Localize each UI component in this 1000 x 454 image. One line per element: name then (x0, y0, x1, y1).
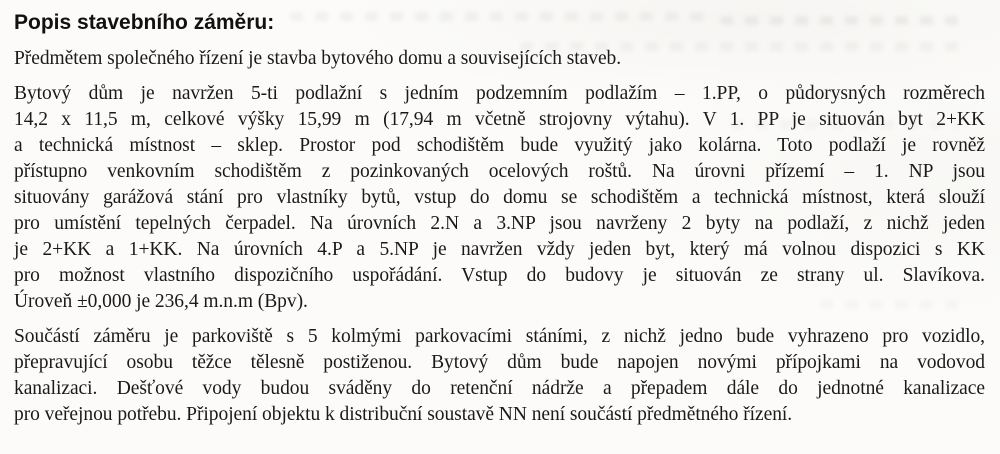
text-line: pro umístění tepelných čerpadel. Na úrovních 2.N a 3.NP jsou navrženy 2 byty na podlaží, z nichž jeden (14, 213, 985, 234)
text-line: a technická místnost – sklep. Prostor pod schodištěm bude využitý jako kolárna. Toto podlaží je rovněž (14, 135, 985, 156)
paragraph (14, 324, 985, 428)
text-line: pro veřejnou potřebu. Připojení objektu k distribuční soustavě NN není součástí předmětného řízení. (14, 404, 793, 425)
text-line: kanalizaci. Dešťové vody budou sváděny do retenční nádrže a přepadem dále do jednotné kanalizace (14, 378, 985, 399)
text-line: Předmětem společného řízení je stavba bytového domu a souvisejících staveb. (14, 48, 622, 69)
text-line: přepravující osobu těžce tělesně postiženou. Bytový dům bude napojen novými přípojkami na vodovod (14, 352, 985, 373)
text-line: situovány garážová stání pro vlastníky bytů, vstup do domu se schodištěm a technická místnost, která slouží (14, 187, 985, 208)
paragraph (14, 46, 985, 72)
text-line: Bytový dům je navržen 5-ti podlažní s jedním podzemním podlažím – 1.PP, o půdorysných rozměrech (14, 83, 985, 104)
document-heading: Popis stavebního záměru: (14, 11, 275, 34)
text-line: Úroveň ±0,000 je 236,4 m.n.m (Bpv). (14, 291, 308, 312)
paragraph (14, 81, 985, 315)
text-line: přístupno venkovním schodištěm z pozinkovaných ocelových roštů. Na úrovni přízemí – 1. NP jsou (14, 161, 985, 182)
text-line: pro možnost vlastního dispozičního uspořádání. Vstup do budovy je situován ze strany ul. Slavíkova. (14, 265, 985, 286)
text-line: je 2+KK a 1+KK. Na úrovních 4.P a 5.NP je navržen vždy jeden byt, který má volnou dispozici s KK (14, 239, 985, 260)
document-body (14, 46, 985, 428)
text-line: 14,2 x 11,5 m, celkové výšky 15,99 m (17,94 m včetně strojovny výtahu). V 1. PP je situován byt 2+KK (14, 109, 985, 130)
text-line: Součástí záměru je parkoviště s 5 kolmými parkovacími stáními, z nichž jedno bude vyhrazeno pro vozidlo, (14, 326, 985, 347)
